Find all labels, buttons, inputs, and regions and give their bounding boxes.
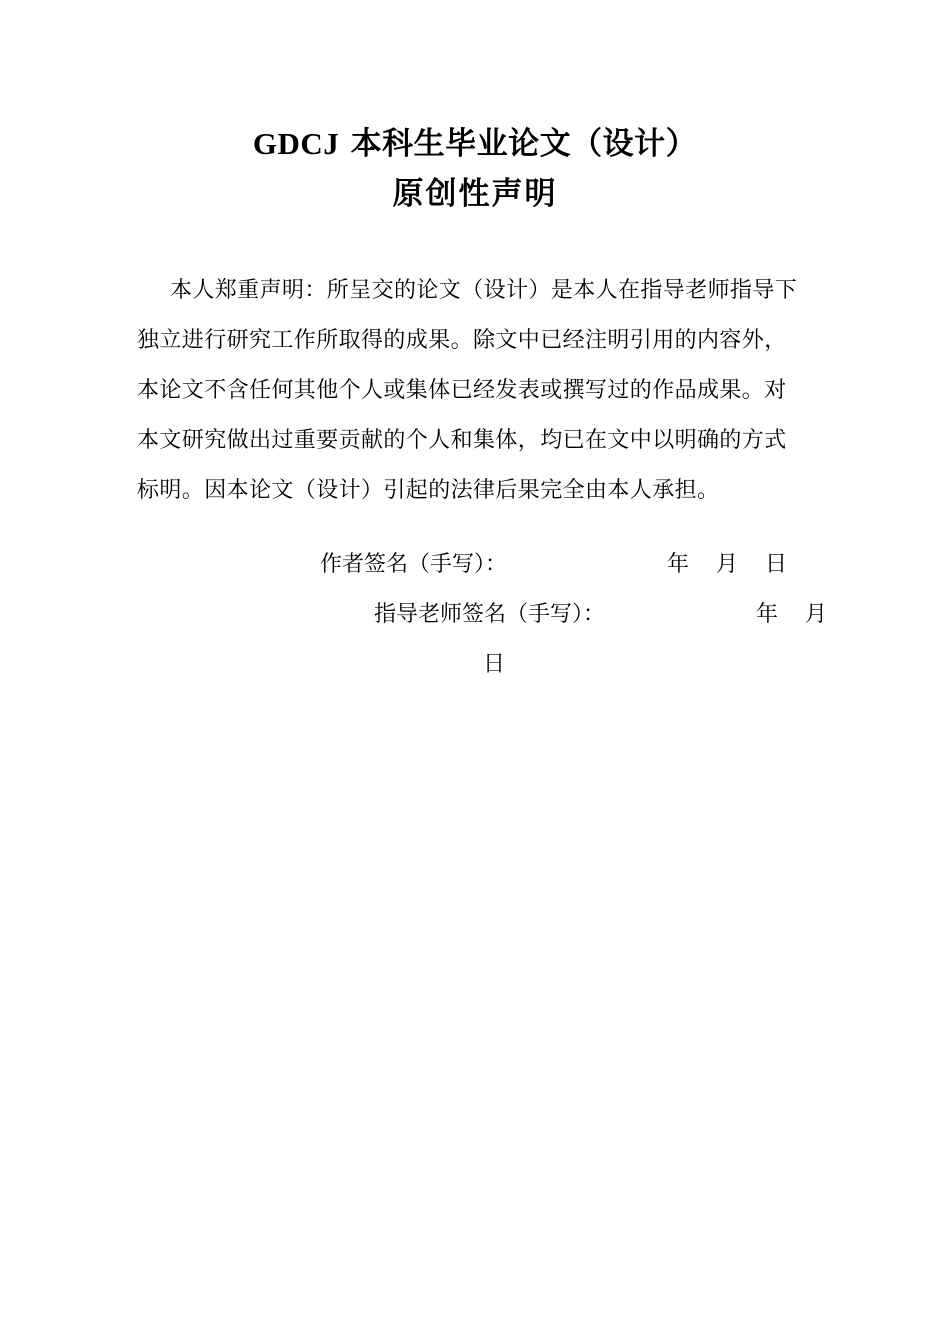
title-latin-prefix: GDCJ [252,126,340,161]
document-title-line-1 [0,124,950,164]
advisor-month-label: 月 [805,602,828,627]
title-main-text: 本科生毕业论文（设计） [339,126,698,162]
declaration-line-5: 标明。因本论文（设计）引起的法律后果完全由本人承担。 [137,478,720,503]
document-title-line-2: 原创性声明 [392,176,558,212]
declaration-line-1: 本人郑重声明：所呈交的论文（设计）是本人在指导老师指导下 [170,278,798,303]
declaration-line-3: 本论文不含任何其他个人或集体已经发表或撰写过的作品成果。对 [137,378,787,403]
author-day-label: 日 [765,552,788,577]
advisor-year-label: 年 [756,602,779,627]
author-signature-date [667,550,787,580]
declaration-line-2: 独立进行研究工作所取得的成果。除文中已经注明引用的内容外， [137,328,787,353]
author-month-label: 月 [716,552,739,577]
advisor-signature-date [756,600,827,630]
declaration-line-4: 本文研究做出过重要贡献的个人和集体，均已在文中以明确的方式 [137,428,787,453]
advisor-day-label: 日 [483,652,506,677]
author-year-label: 年 [667,552,690,577]
author-signature-label: 作者签名（手写）： [320,552,508,577]
advisor-signature-label: 指导老师签名（手写）： [374,602,606,627]
